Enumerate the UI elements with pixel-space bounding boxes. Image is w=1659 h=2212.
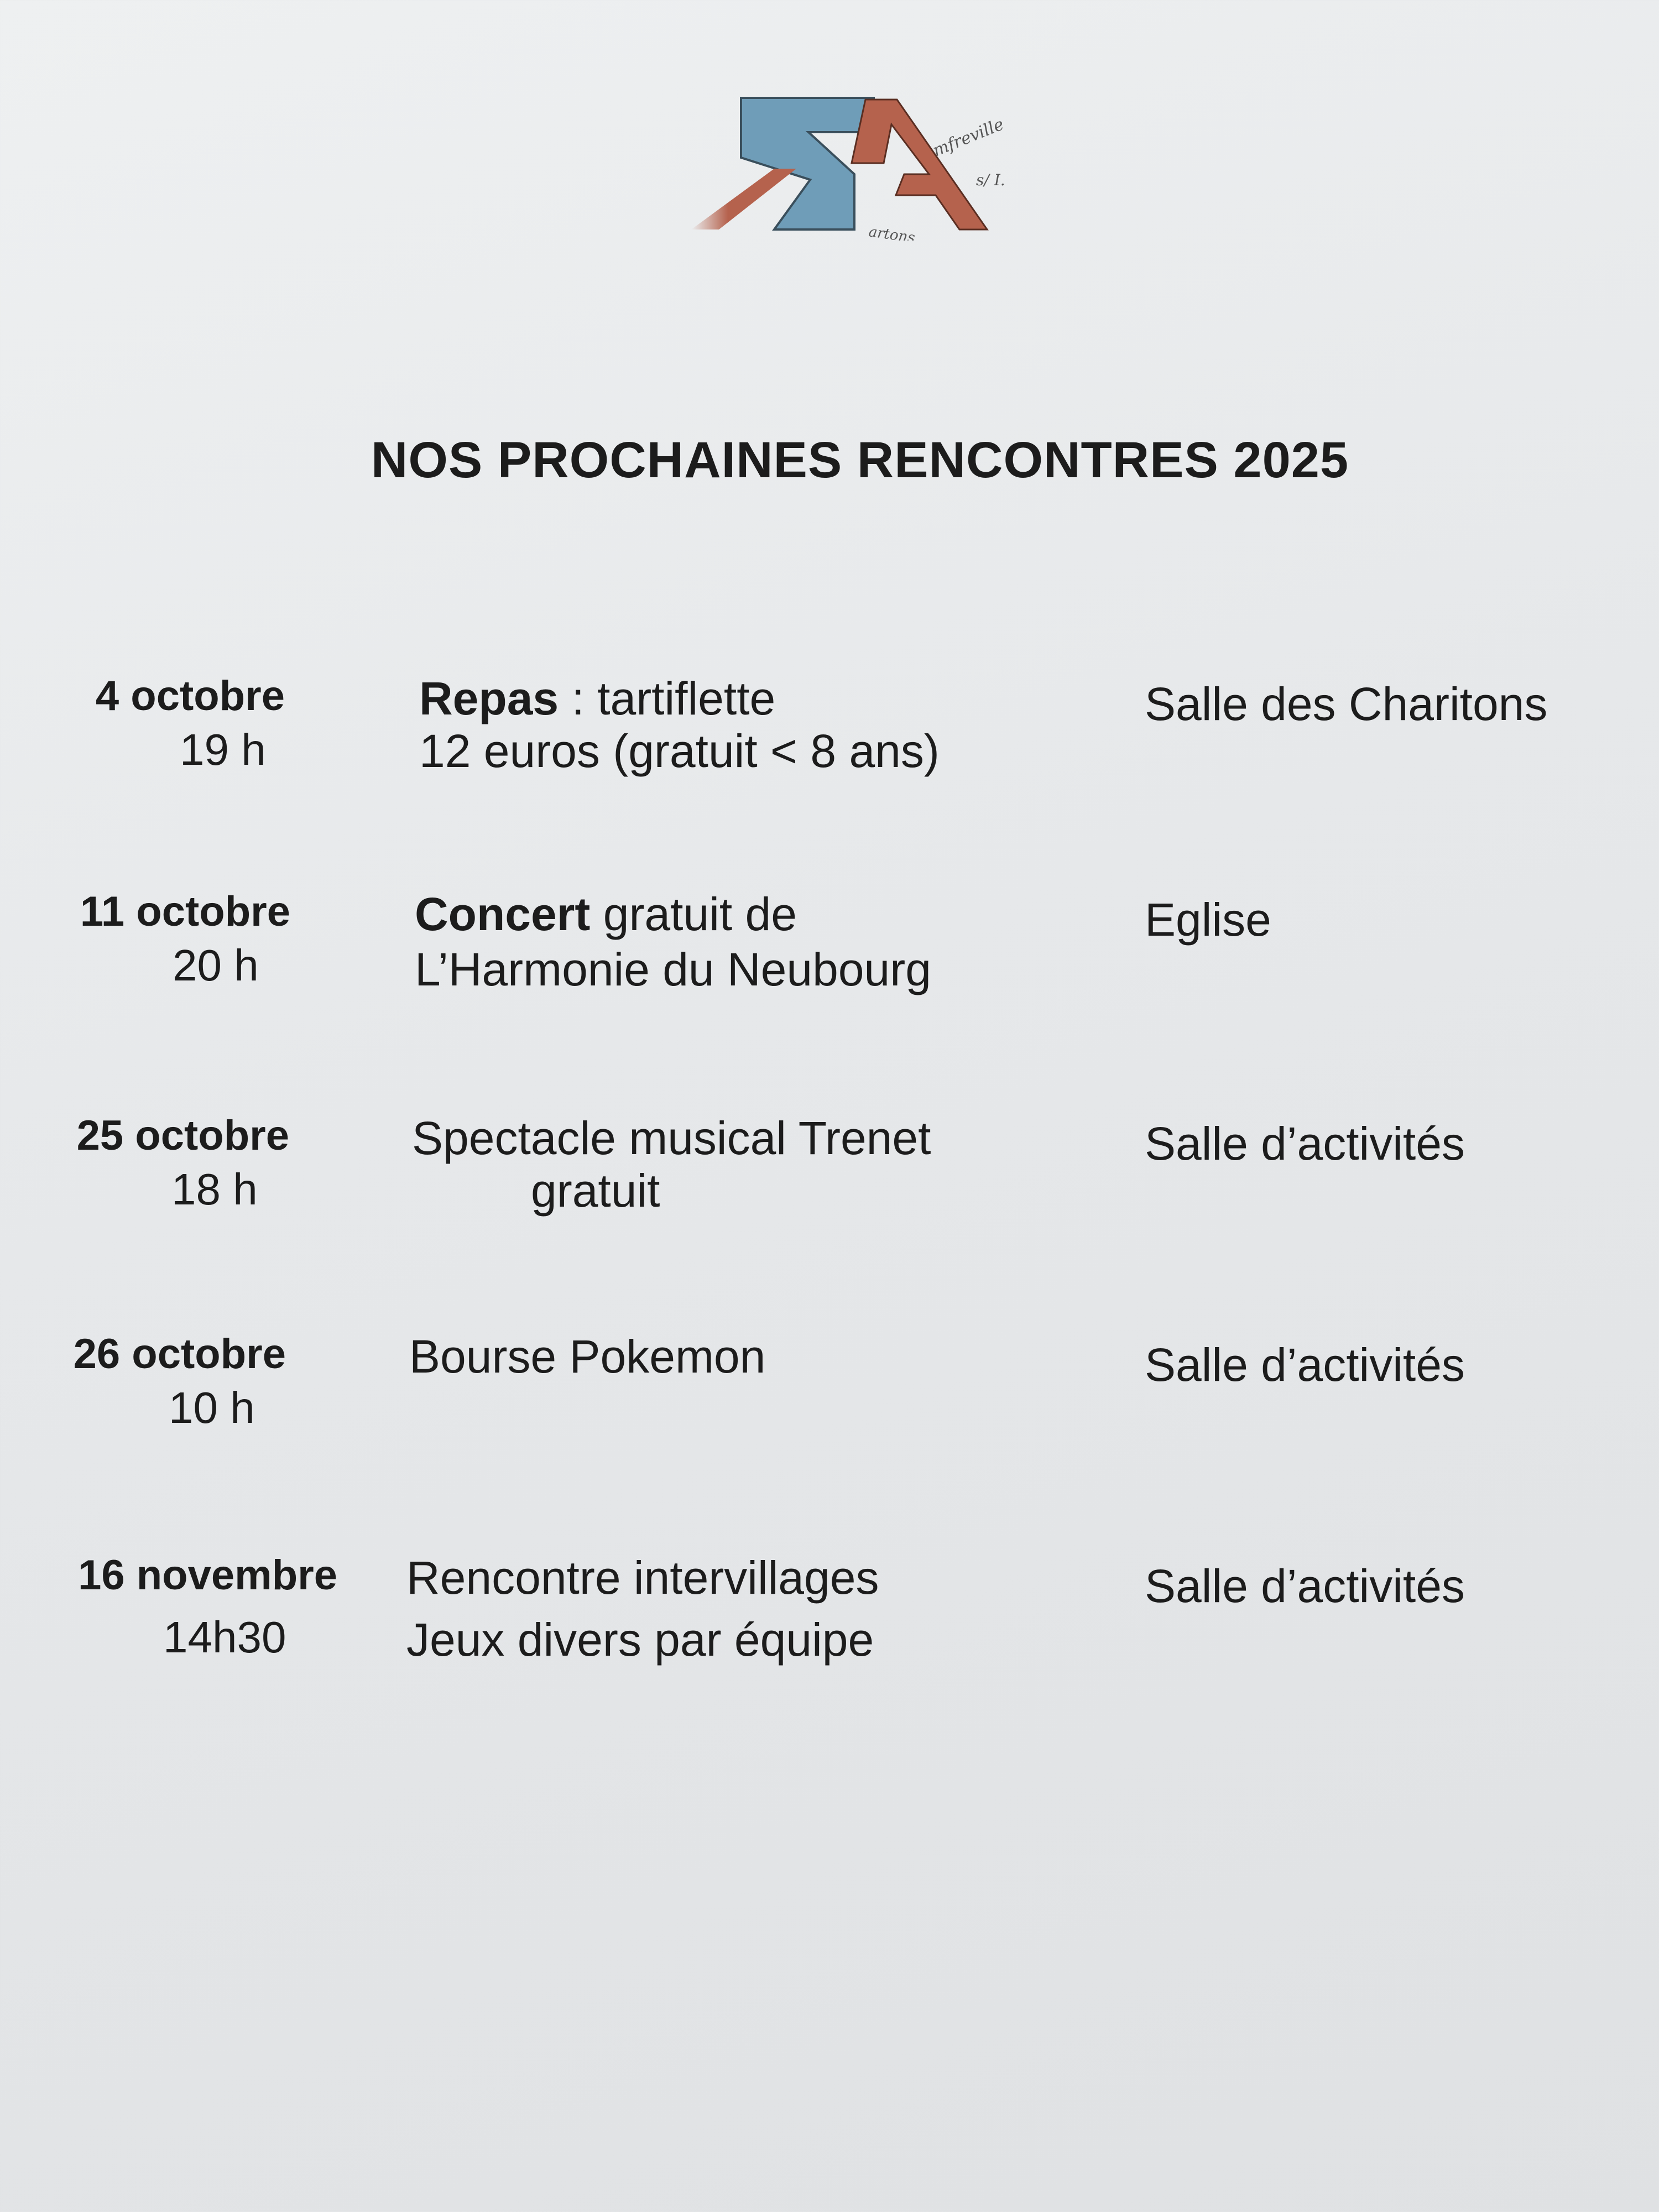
event-date: 11 octobre bbox=[80, 888, 290, 935]
event-location: Salle d’activités bbox=[1145, 1560, 1465, 1612]
event-type: Repas bbox=[419, 672, 559, 724]
event-row bbox=[0, 1112, 1659, 1255]
event-time: 14h30 bbox=[163, 1613, 286, 1662]
event-description-line2: gratuit bbox=[531, 1165, 660, 1217]
event-time: 10 h bbox=[169, 1383, 255, 1432]
svg-text:mfreville: mfreville bbox=[930, 114, 1007, 161]
logo-mark-icon bbox=[686, 91, 1040, 241]
event-location: Salle d’activités bbox=[1145, 1339, 1465, 1391]
event-row bbox=[0, 672, 1659, 816]
event-time: 19 h bbox=[180, 725, 266, 774]
page-title: NOS PROCHAINES RENCONTRES 2025 bbox=[371, 432, 1349, 488]
event-detail: Bourse Pokemon bbox=[409, 1331, 766, 1383]
event-description bbox=[409, 1330, 765, 1384]
event-row bbox=[0, 888, 1659, 1031]
event-description-line2: Jeux divers par équipe bbox=[406, 1614, 874, 1666]
event-row bbox=[0, 1330, 1659, 1474]
event-detail: Rencontre intervillages bbox=[406, 1552, 879, 1604]
event-description bbox=[412, 1112, 931, 1165]
event-date: 4 octobre bbox=[95, 672, 285, 719]
svg-text:s/ I.: s/ I. bbox=[976, 171, 1005, 189]
event-date: 25 octobre bbox=[76, 1112, 289, 1159]
event-detail: gratuit de bbox=[590, 888, 797, 940]
event-description bbox=[415, 888, 797, 941]
event-date: 26 octobre bbox=[73, 1331, 286, 1378]
event-type: Concert bbox=[415, 888, 591, 940]
event-description-line2: L’Harmonie du Neubourg bbox=[415, 943, 931, 995]
event-detail: : tartiflette bbox=[559, 672, 776, 724]
event-time: 18 h bbox=[171, 1165, 258, 1214]
event-location: Salle des Charitons bbox=[1145, 678, 1548, 730]
svg-text:artons: artons bbox=[868, 223, 916, 241]
event-detail: Spectacle musical Trenet bbox=[412, 1112, 931, 1164]
event-description bbox=[406, 1551, 879, 1605]
association-logo bbox=[686, 91, 1040, 241]
event-row bbox=[0, 1551, 1659, 1695]
event-description-line2: 12 euros (gratuit < 8 ans) bbox=[419, 725, 940, 777]
event-location: Salle d’activités bbox=[1145, 1118, 1465, 1170]
event-time: 20 h bbox=[173, 941, 259, 990]
event-date: 16 novembre bbox=[78, 1552, 337, 1599]
event-description bbox=[419, 672, 775, 726]
event-location: Eglise bbox=[1145, 894, 1271, 946]
